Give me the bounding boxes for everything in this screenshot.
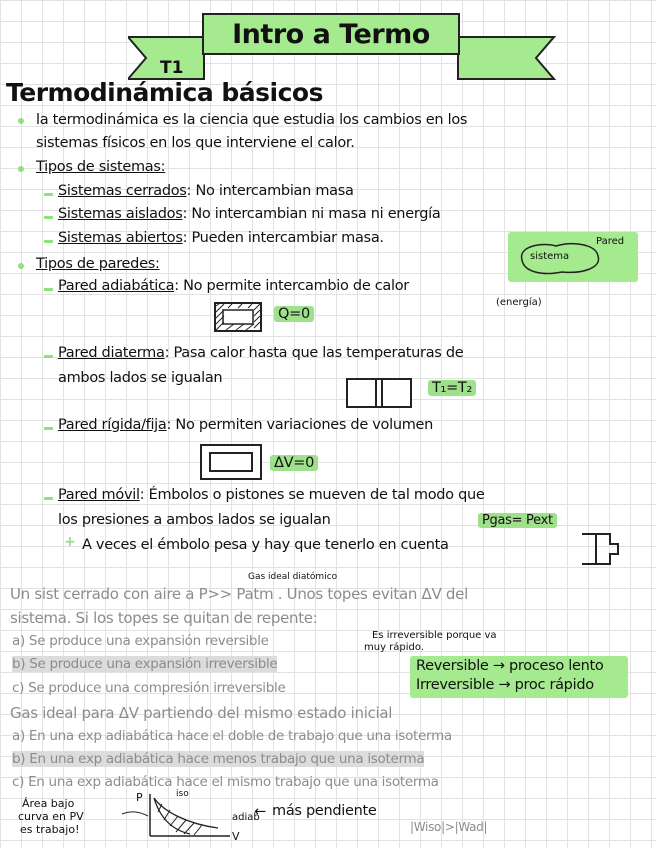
wall-adiabatic-desc: : No permite intercambio de calor <box>174 278 409 294</box>
irrev-note-2: muy rápido. <box>364 642 425 653</box>
system-closed-name: Sistemas cerrados <box>58 183 187 199</box>
work-inequality: |Wiso|>|Wad| <box>410 820 488 834</box>
page-title: Intro a Termo <box>232 19 430 50</box>
system-diagram <box>508 232 638 282</box>
arrow-right-icon: → <box>498 677 511 693</box>
wall-adiabatic <box>58 278 409 294</box>
dash-marker <box>44 193 53 196</box>
system-open-name: Sistemas abiertos <box>58 230 183 246</box>
legend-box <box>410 656 628 698</box>
legend-fast: proc rápido <box>514 677 594 693</box>
wall-rigid-desc: : No permiten variaciones de volumen <box>166 417 434 433</box>
area-note-1: Área bajo <box>22 797 75 810</box>
piston-icon <box>580 532 620 566</box>
formula-t-equal: T₁=T₂ <box>428 380 476 396</box>
legend-row-2 <box>416 677 594 693</box>
legend-reversible: Reversible <box>416 658 489 674</box>
bullet-dot <box>18 166 24 172</box>
problem-line-3: Gas ideal para ΔV partiendo del mismo estado inicial <box>10 704 393 722</box>
system-closed-desc: : No intercambian masa <box>186 183 354 199</box>
graph-iso-label: iso <box>176 789 189 799</box>
formula-dv-zero: ΔV=0 <box>270 455 318 471</box>
arrow-left-icon: ← <box>254 804 266 820</box>
wall-diathermic-desc: : Pasa calor hasta que las temperaturas de <box>164 345 464 361</box>
wall-rigid-name: Pared rígida/fija <box>58 417 167 433</box>
note-ideal-gas: Gas ideal diatómico <box>248 572 338 582</box>
dash-marker <box>44 497 53 500</box>
statement-b: b) En una exp adiabática hace menos trabajo que una isoterma <box>12 751 425 767</box>
intro-line-2: sistemas físicos en los que interviene el calor. <box>36 135 355 151</box>
formula-pressure: Pgas= Pext <box>478 513 557 528</box>
legend-row-1 <box>416 658 603 674</box>
wall-mobile-sub: A veces el émbolo pesa y hay que tenerlo en cuenta <box>82 537 449 553</box>
banner-main <box>202 13 460 55</box>
wall-mobile-desc: : Émbolos o pistones se mueven de tal modo que <box>139 487 485 503</box>
system-open <box>58 230 384 246</box>
dash-marker <box>44 216 53 219</box>
steeper-note: más pendiente <box>272 803 377 819</box>
wall-diathermic-name: Pared diaterma <box>58 345 165 361</box>
wall-adiabatic-note: (energía) <box>496 297 542 308</box>
wall-mobile <box>58 487 484 503</box>
arrow-right-icon: → <box>492 658 505 674</box>
system-label: sistema <box>530 251 570 262</box>
problem-line-1: Un sist cerrado con aire a P>> Patm . Unos topes evitan ΔV del <box>10 585 468 603</box>
wall-label: Pared <box>596 236 625 247</box>
dash-marker <box>44 355 53 358</box>
system-isolated-name: Sistemas aislados <box>58 206 183 222</box>
option-b: b) Se produce una expansión irreversible <box>12 656 278 672</box>
graph-adiab-label: adiab <box>232 812 260 823</box>
system-isolated-desc: : No intercambian ni masa ni energía <box>182 206 441 222</box>
legend-irreversible: Irreversible <box>416 677 495 693</box>
section-tag: T1 <box>160 58 184 78</box>
formula-q-zero: Q=0 <box>274 306 314 322</box>
system-closed <box>58 183 354 199</box>
graph-v-label: V <box>232 830 240 843</box>
system-isolated <box>58 206 440 222</box>
wall-mobile-name: Pared móvil <box>58 487 140 503</box>
irrev-note-1: Es irreversible porque va <box>372 630 497 641</box>
statement-c: c) En una exp adiabática hace el mismo trabajo que una isoterma <box>12 774 439 790</box>
wall-mobile-desc-2: los presiones a ambos lados se igualan <box>58 512 331 528</box>
wall-diathermic-desc-2: ambos lados se igualan <box>58 370 223 386</box>
dash-marker <box>44 427 53 430</box>
dash-marker <box>44 288 53 291</box>
walls-heading: Tipos de paredes: <box>36 256 160 272</box>
section-heading: Termodinámica básicos <box>6 78 323 107</box>
wall-rigid <box>58 417 433 433</box>
plus-marker: + <box>64 534 76 550</box>
wall-diathermic <box>58 345 463 361</box>
bullet-dot <box>18 263 24 269</box>
area-note-3: es trabajo! <box>20 823 80 836</box>
statement-a: a) En una exp adiabática hace el doble de trabajo que una isoterma <box>12 728 452 744</box>
bullet-dot <box>18 118 24 124</box>
problem-line-2: sistema. Si los topes se quitan de repente: <box>10 609 318 627</box>
dash-marker <box>44 240 53 243</box>
rigid-wall-icon <box>200 444 262 480</box>
systems-heading: Tipos de sistemas: <box>36 159 166 175</box>
wall-adiabatic-name: Pared adiabática <box>58 278 175 294</box>
graph-p-label: P <box>136 791 143 804</box>
diathermic-wall-icon <box>346 378 412 408</box>
area-note-2: curva en PV <box>18 810 84 823</box>
option-a: a) Se produce una expansión reversible <box>12 633 269 649</box>
intro-line-1: la termodinámica es la ciencia que estudia los cambios en los <box>36 112 468 128</box>
system-open-desc: : Pueden intercambiar masa. <box>182 230 384 246</box>
ribbon-right-icon <box>452 27 556 83</box>
legend-slow: proceso lento <box>509 658 604 674</box>
option-c: c) Se produce una compresión irreversible <box>12 680 286 696</box>
adiabatic-wall-icon <box>214 302 262 332</box>
